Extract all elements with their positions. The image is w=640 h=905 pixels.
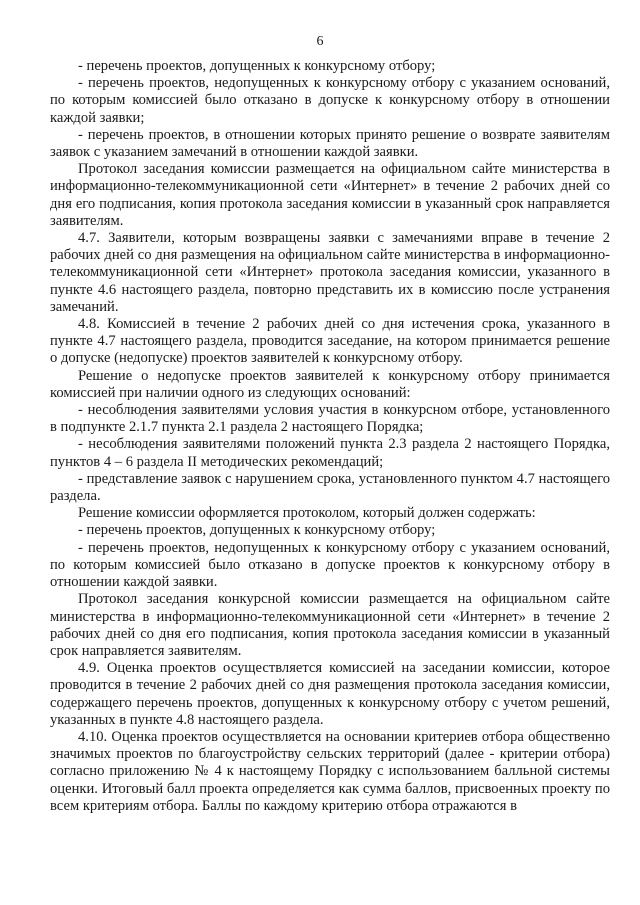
paragraph: - представление заявок с нарушением срока, установленного пунктом 4.7 настоящего раздела. (50, 470, 610, 505)
paragraph: Решение о недопуске проектов заявителей к конкурсному отбору принимается комиссией при наличии одного из следующих оснований: (50, 367, 610, 401)
paragraph: - несоблюдения заявителями положений пункта 2.3 раздела 2 настоящего Порядка, пунктов 4 – 6 раздела II методических рекомендаций; (50, 436, 610, 470)
paragraph: 4.8. Комиссией в течение 2 рабочих дней со дня истечения срока, указанного в пункте 4.7 настоящего раздела, проводится заседание, на котором принимается решение о допуске (недопуске) проектов заявителей к конкурсному отбору. (50, 316, 610, 367)
paragraph: Протокол заседания комиссии размещается на официальном сайте министерства в информационно-телекоммуникационной сети «Интернет» в течение 2 рабочих дней со дня его подписания, копия протокола заседания комиссии в указанный срок направляется заявителям. (50, 161, 610, 229)
paragraph: - перечень проектов, недопущенных к конкурсному отбору с указанием оснований, по которым комиссией было отказано в допуске проектов к конкурсному отбору в отношении каждой заявки. (50, 539, 610, 591)
paragraph: 4.10. Оценка проектов осуществляется на основании критериев отбора общественно значимых проектов по благоустройству сельских территорий (далее - критерии отбора) согласно приложению № 4 к настоящему Порядку с использованием балльной системы оценки. Итоговый балл проекта определяется как сумма баллов, присвоенных проекту по всем критериям отбора. Баллы по каждому критерию отбора отражаются в (50, 728, 610, 814)
paragraph: - несоблюдения заявителями условия участия в конкурсном отборе, установленного в подпункте 2.1.7 пункта 2.1 раздела 2 настоящего Порядка; (50, 402, 610, 436)
page-number: 6 (316, 34, 324, 49)
paragraph: - перечень проектов, недопущенных к конкурсному отбору с указанием оснований, по которым комиссией было отказано в допуске к конкурсному отбору в отношении каждой заявки; (50, 75, 610, 126)
document-body (50, 58, 610, 815)
paragraph: 4.9. Оценка проектов осуществляется комиссией на заседании комиссии, которое проводится в течение 2 рабочих дней со дня размещения протокола заседания комиссии, содержащего перечень проектов, допущенных к конкурсному отбору с учетом решений, указанных в пункте 4.8 настоящего раздела. (50, 660, 610, 728)
paragraph: Решение комиссии оформляется протоколом, который должен содержать: (78, 505, 536, 522)
paragraph: Протокол заседания конкурсной комиссии размещается на официальном сайте министерства в информационно-телекоммуникационной сети «Интернет» в течение 2 рабочих дней со дня его подписания, копия протокола заседания комиссии в указанный срок направляется заявителям. (50, 591, 610, 659)
paragraph: - перечень проектов, в отношении которых принято решение о возврате заявителям заявок с указанием замечаний в отношении каждой заявки. (50, 126, 610, 161)
paragraph: 4.7. Заявители, которым возвращены заявки с замечаниями вправе в течение 2 рабочих дней со дня размещения на официальном сайте министерства в информационно-телекоммуникационной сети «Интернет» протокола заседания комиссии, указанного в пункте 4.6 настоящего раздела, повторно представить их в комиссию после устранения замечаний. (50, 230, 610, 315)
paragraph: - перечень проектов, допущенных к конкурсному отбору; (78, 58, 436, 74)
paragraph: - перечень проектов, допущенных к конкурсному отбору; (78, 522, 436, 539)
